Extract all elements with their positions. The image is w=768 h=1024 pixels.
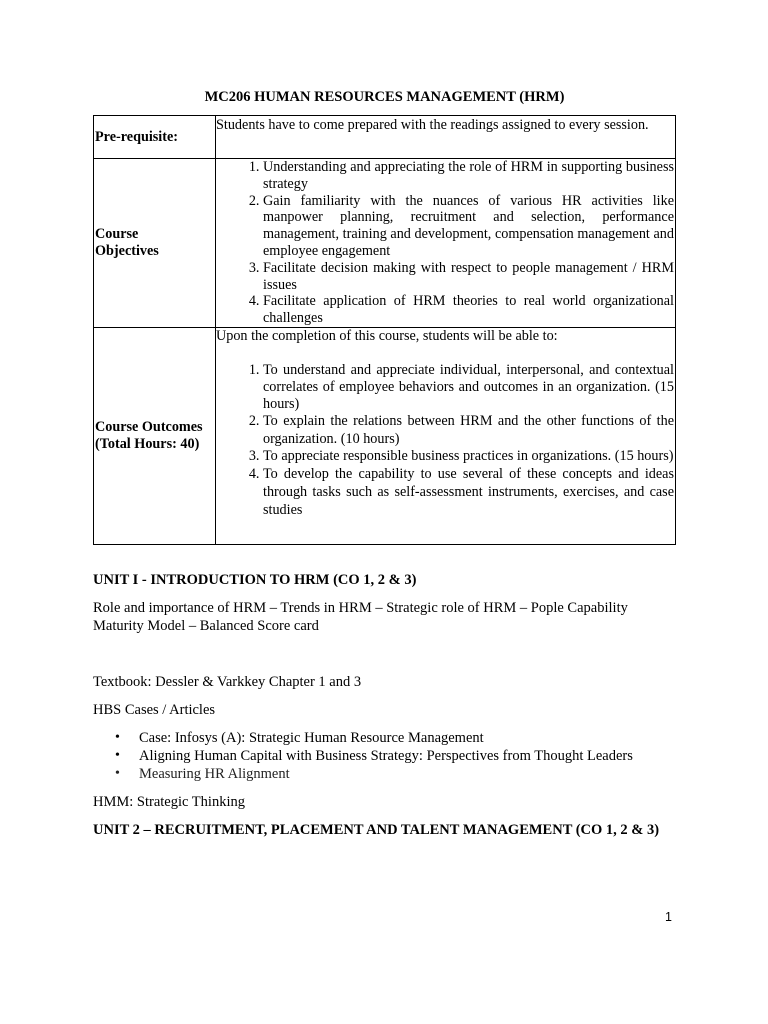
outcomes-label [94,327,216,544]
outcome-item: 1. To understand and appreciate individual, interpersonal, and contextual correlates of employee behaviors and outcomes in an organization. (15 hours) [263,362,674,414]
objectives-label-line1: Course [95,226,139,243]
case-item: • Measuring HR Alignment [139,765,679,783]
outcomes-list [216,362,674,519]
unit1-topics: Role and importance of HRM – Trends in HRM – Strategic role of HRM – Pople Capability Maturity Model – Balanced Score card [93,600,628,634]
page-number: 1 [665,910,672,924]
objectives-row [94,159,676,328]
unit1-hmm: HMM: Strategic Thinking [93,794,245,810]
case-item: • Case: Infosys (A): Strategic Human Resource Management [139,729,679,747]
outcomes-row [94,327,676,544]
outcome-item: 4. To develop the capability to use several of these concepts and ideas through tasks such as self-assessment instruments, exercises, and case studies [263,465,674,519]
case-item: • Aligning Human Capital with Business Strategy: Perspectives from Thought Leaders [139,747,679,765]
unit2-heading: UNIT 2 – RECRUITMENT, PLACEMENT AND TALENT MANAGEMENT (CO 1, 2 & 3) [93,822,660,838]
objective-item: 1. Understanding and appreciating the role of HRM in supporting business strategy [263,159,674,193]
objectives-label-line2: Objectives [95,242,159,259]
unit1-cases-heading: HBS Cases / Articles [93,702,216,718]
unit1-heading: UNIT I - INTRODUCTION TO HRM (CO 1, 2 & 3) [93,572,417,588]
outcome-item: 2. To explain the relations between HRM and the other functions of the organization. (10 hours) [263,413,674,447]
prerequisite-label: Pre-requisite: [94,116,216,159]
objective-item: 3. Facilitate decision making with respect to people management / HRM issues [263,260,674,294]
prerequisite-row [94,116,676,159]
objectives-value [216,159,676,328]
outcomes-label-line1: Course Outcomes [95,419,203,436]
objective-item: 4. Facilitate application of HRM theories to real world organizational challenges [263,293,674,327]
outcomes-label-line2: (Total Hours: 40) [95,435,200,452]
outcome-item: 3. To appreciate responsible business practices in organizations. (15 hours) [263,448,674,465]
unit1-textbook: Textbook: Dessler & Varkkey Chapter 1 and 3 [93,674,362,690]
course-title: MC206 HUMAN RESOURCES MANAGEMENT (HRM) [204,89,565,105]
syllabus-table [93,115,676,545]
unit1-cases-list [93,729,679,783]
objectives-list [216,159,674,327]
outcomes-intro: Upon the completion of this course, students will be able to: [216,327,558,344]
prerequisite-value: Students have to come prepared with the readings assigned to every session. [216,116,676,159]
objective-item: 2. Gain familiarity with the nuances of various HR activities like manpower planning, recruitment and selection, performance management, training and development, compensation management and employee engagement [263,193,674,260]
outcomes-value [216,327,676,544]
objectives-label [94,159,216,328]
